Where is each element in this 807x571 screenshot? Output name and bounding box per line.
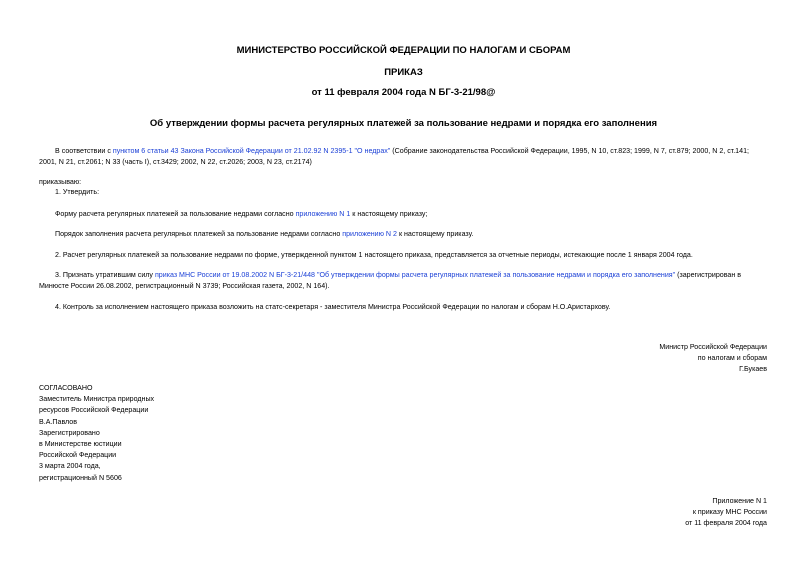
repealed-order-link[interactable]: приказ МНС России от 19.08.2002 N БГ-3-21/448 "Об утверждении формы расчета регулярных платежей за пользование недрами и порядка его заполнения": [154, 271, 676, 279]
item-1: 1. Утвердить:: [55, 188, 100, 196]
law-link[interactable]: пунктом 6 статьи 43 Закона Российской Федерации от 21.02.92 N 2395-1 "О недрах": [112, 147, 391, 155]
doc-type-heading: ПРИКАЗ: [384, 67, 423, 78]
appendix-1-link[interactable]: приложению N 1: [295, 210, 351, 218]
item-4: 4. Контроль за исполнением настоящего приказа возложить на статс-секретаря - заместителя Министра Российской Федерации по налогам и сборам Н.О.Аристархову.: [55, 303, 611, 311]
item-3-line-2: Минюсте России 26.08.2002, регистрационный N 3739; Российская газета, 2002, N 164).: [39, 282, 330, 290]
approval-line-7: Российской Федерации: [39, 451, 117, 460]
item-1a: Форму расчета регулярных платежей за пользование недрами согласно приложению N 1 к настоящему приказу;: [55, 210, 428, 218]
ministry-heading: МИНИСТЕРСТВО РОССИЙСКОЙ ФЕДЕРАЦИИ ПО НАЛОГАМ И СБОРАМ: [236, 45, 571, 56]
date-number-heading: от 11 февраля 2004 года N БГ-3-21/98@: [311, 87, 496, 98]
approval-line-6: в Министерстве юстиции: [39, 440, 122, 449]
signature-line-1: Министр Российской Федерации: [659, 343, 767, 351]
approval-line-1: СОГЛАСОВАНО: [39, 384, 93, 392]
preamble-intro: В соответствии с: [55, 147, 113, 155]
approval-line-2: Заместитель Министра природных: [39, 395, 155, 404]
preamble-line-2: 2001, N 21, ст.2061; N 33 (часть I), ст.3429; 2002, N 22, ст.2026; 2003, N 23, ст.2174): [39, 158, 312, 166]
preamble-rest: (Собрание законодательства Российской Федерации, 1995, N 10, ст.823; 1999, N 7, ст.879; 2000, N 2, ст.141;: [390, 147, 749, 155]
item-1b: Порядок заполнения расчета регулярных платежей за пользование недрами согласно приложению N 2 к настоящему приказу.: [55, 230, 474, 238]
appendix-2-link[interactable]: приложению N 2: [342, 230, 397, 238]
item-3-line-1: 3. Признать утратившим силу приказ МНС России от 19.08.2002 N БГ-3-21/448 "Об утверждении формы расчета регулярных платежей за пользование недрами и порядка его заполнения" (зарегистрирован в: [55, 271, 741, 279]
signature-line-3: Г.Букаев: [739, 365, 767, 373]
approval-line-4: В.А.Павлов: [39, 417, 77, 426]
approval-line-5: Зарегистрировано: [39, 428, 100, 437]
appendix-line-1: Приложение N 1: [712, 497, 767, 505]
appendix-header: [685, 496, 767, 529]
preamble-line-1: [55, 146, 749, 157]
document-title: Об утверждении формы расчета регулярных платежей за пользование недрами и порядка его заполнения: [149, 118, 658, 129]
approval-line-3: ресурсов Российской Федерации: [39, 406, 149, 415]
order-word: приказываю:: [39, 178, 82, 186]
signature-line-2: по налогам и сборам: [697, 354, 767, 362]
approval-line-9: регистрационный N 5606: [39, 473, 122, 482]
signature-block: [659, 342, 767, 375]
approval-block: [39, 383, 154, 484]
item-2: 2. Расчет регулярных платежей за пользование недрами по форме, утвержденной пунктом 1 настоящего приказа, представляется за отчетные периоды, истекающие после 1 января 2004 года.: [55, 251, 693, 259]
approval-line-8: 3 марта 2004 года,: [39, 462, 101, 471]
appendix-line-2: к приказу МНС России: [692, 508, 767, 516]
appendix-line-3: от 11 февраля 2004 года: [685, 519, 767, 527]
